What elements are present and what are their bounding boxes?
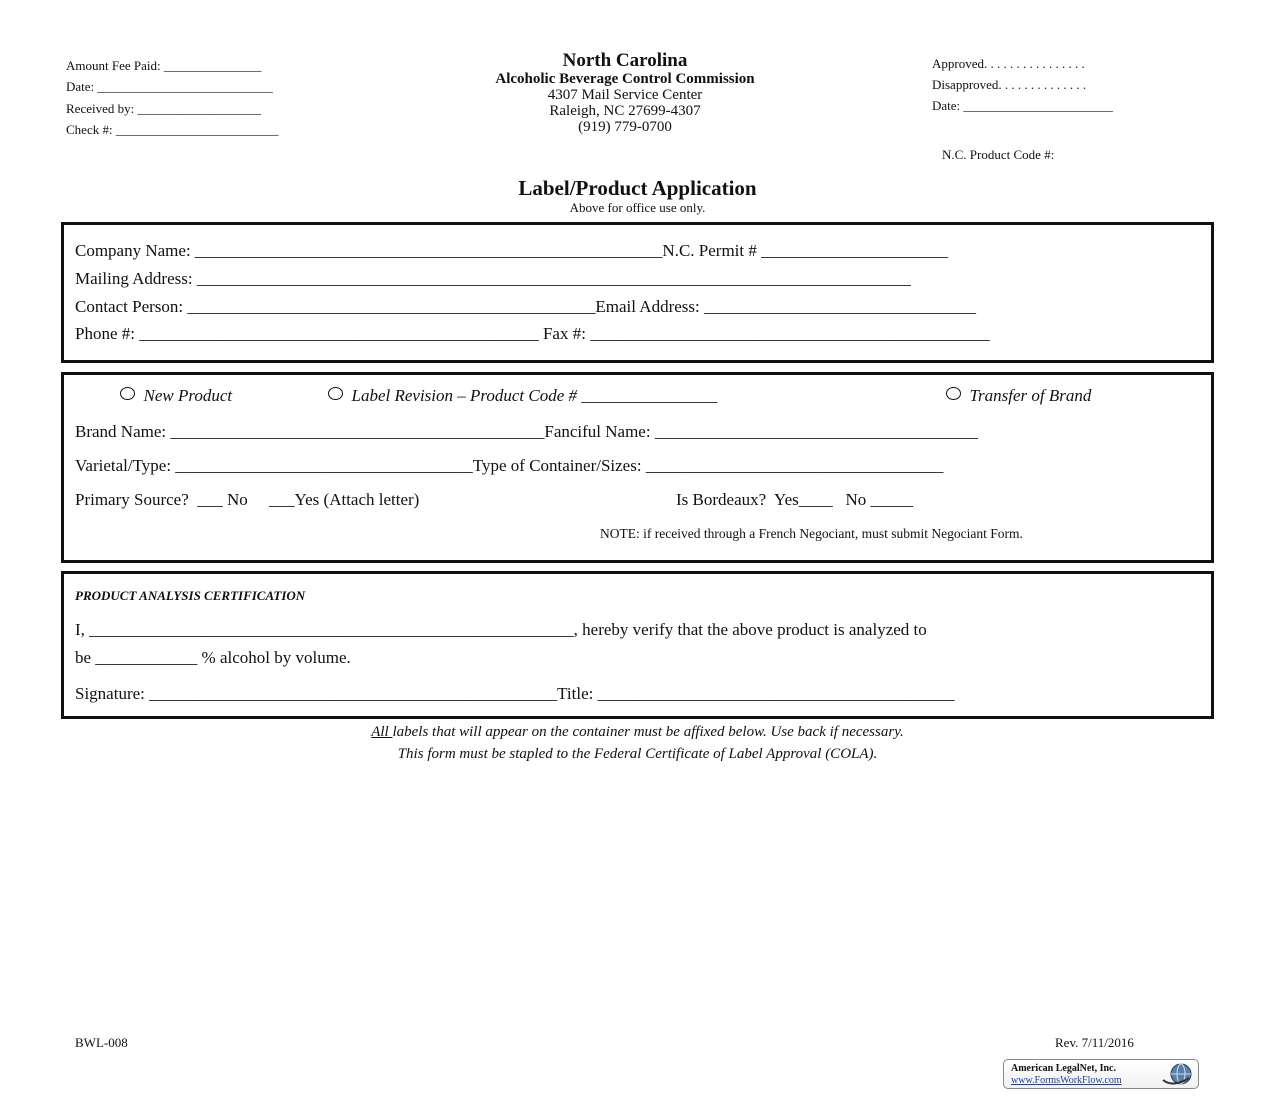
all-word: All	[371, 724, 393, 740]
company-permit-line[interactable]: Company Name: _______________________________________________________N.C. Permit # ______________________	[75, 241, 949, 260]
varietal-container-line[interactable]: Varietal/Type: ___________________________________Type of Container/Sizes: ___________________________________	[75, 456, 944, 475]
label-revision-option[interactable]	[328, 386, 717, 406]
american-legalnet-logo[interactable]	[1003, 1059, 1199, 1089]
primary-source-field[interactable]: Primary Source? ___ No ___Yes (Attach letter)	[75, 490, 420, 509]
nc-product-code-field[interactable]: N.C. Product Code #:	[942, 147, 1055, 162]
label-revision-radio[interactable]	[328, 387, 343, 400]
revision-date: Rev. 7/11/2016	[1055, 1035, 1134, 1050]
agency-phone: (919) 779-0700	[578, 119, 672, 135]
logo-url-link[interactable]: www.FormsWorkFlow.com	[1011, 1075, 1122, 1086]
check-number-field[interactable]: Check #: _________________________	[66, 122, 279, 137]
office-use-note: Above for office use only.	[569, 200, 706, 215]
cola-instruction: This form must be stapled to the Federal Certificate of Label Approval (COLA).	[397, 746, 878, 762]
new-product-label: New Product	[143, 386, 233, 405]
certification-heading: PRODUCT ANALYSIS CERTIFICATION	[75, 588, 306, 603]
bordeaux-field[interactable]: Is Bordeaux? Yes____ No _____	[676, 490, 914, 509]
new-product-option[interactable]	[120, 386, 232, 406]
certification-verify-line[interactable]: I, _________________________________________________________, hereby verify that the above product is analyzed to	[75, 620, 927, 639]
new-product-radio[interactable]	[120, 387, 135, 400]
alcohol-by-volume-line[interactable]: be ____________ % alcohol by volume.	[75, 648, 351, 667]
phone-fax-line[interactable]: Phone #: _______________________________________________ Fax #: _______________________________________________	[75, 324, 990, 343]
label-revision-label: Label Revision – Product Code # ________________	[351, 386, 718, 405]
contact-email-line[interactable]: Contact Person: ________________________________________________Email Address: ________________________________	[75, 297, 976, 316]
office-date-field[interactable]: Date: ___________________________	[66, 79, 273, 94]
transfer-of-brand-label: Transfer of Brand	[969, 386, 1092, 405]
mailing-address-line[interactable]: Mailing Address: ____________________________________________________________________________________	[75, 269, 911, 288]
agency-address-line1: 4307 Mail Service Center	[547, 87, 703, 103]
amount-fee-paid-field[interactable]: Amount Fee Paid: _______________	[66, 58, 262, 73]
signature-title-line[interactable]: Signature: ________________________________________________Title: __________________________________________	[75, 684, 955, 703]
form-number: BWL-008	[75, 1035, 128, 1050]
received-by-field[interactable]: Received by: ___________________	[66, 101, 261, 116]
form-title: Label/Product Application	[518, 176, 757, 200]
transfer-of-brand-option[interactable]	[946, 386, 1091, 406]
agency-commission: Alcoholic Beverage Control Commission	[495, 71, 755, 87]
transfer-of-brand-radio[interactable]	[946, 387, 961, 400]
affix-labels-text: labels that will appear on the container must be affixed below. Use back if necessary.	[392, 724, 904, 740]
brand-fanciful-line[interactable]: Brand Name: ____________________________________________Fanciful Name: ______________________________________	[75, 422, 978, 441]
agency-state: North Carolina	[562, 50, 688, 71]
agency-address-line2: Raleigh, NC 27699-4307	[549, 103, 701, 119]
agency-header	[400, 50, 850, 135]
approval-date-field[interactable]: Date: _______________________	[932, 98, 1113, 113]
globe-icon	[1159, 1062, 1195, 1086]
approved-field[interactable]: Approved. . . . . . . . . . . . . . . .	[932, 56, 1085, 71]
disapproved-field[interactable]: Disapproved. . . . . . . . . . . . . .	[932, 77, 1087, 92]
logo-company-name: American LegalNet, Inc.	[1011, 1063, 1116, 1074]
affix-labels-instruction	[200, 724, 1075, 741]
negociant-note: NOTE: if received through a French Negociant, must submit Negociant Form.	[600, 526, 1023, 541]
